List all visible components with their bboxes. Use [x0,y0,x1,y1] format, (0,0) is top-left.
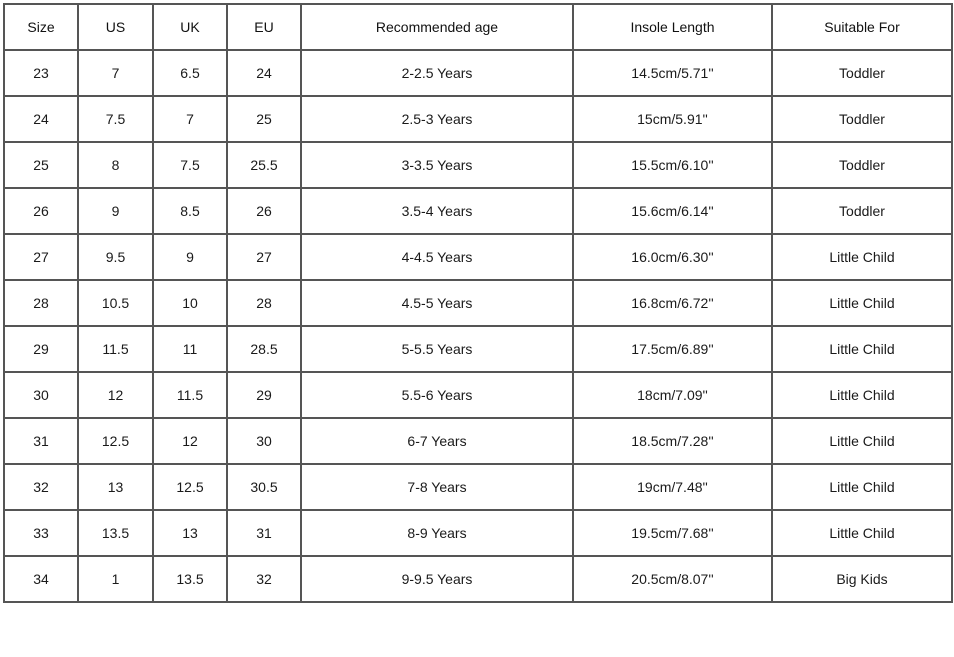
cell-suitable-for: Little Child [772,418,952,464]
cell-size: 31 [4,418,78,464]
cell-insole-length: 19cm/7.48'' [573,464,772,510]
cell-uk: 7 [153,96,227,142]
header-recommended-age: Recommended age [301,4,573,50]
cell-size: 26 [4,188,78,234]
cell-eu: 30.5 [227,464,301,510]
cell-size: 34 [4,556,78,602]
table-row [4,372,952,418]
cell-recommended-age: 2.5-3 Years [301,96,573,142]
table-row [4,50,952,96]
cell-insole-length: 18.5cm/7.28'' [573,418,772,464]
cell-recommended-age: 4.5-5 Years [301,280,573,326]
cell-uk: 12 [153,418,227,464]
cell-us: 10.5 [78,280,153,326]
cell-uk: 8.5 [153,188,227,234]
cell-suitable-for: Toddler [772,50,952,96]
table-body [4,50,952,602]
cell-eu: 31 [227,510,301,556]
cell-size: 30 [4,372,78,418]
cell-suitable-for: Toddler [772,142,952,188]
header-uk: UK [153,4,227,50]
cell-eu: 28 [227,280,301,326]
cell-size: 28 [4,280,78,326]
header-us: US [78,4,153,50]
cell-us: 1 [78,556,153,602]
cell-recommended-age: 5-5.5 Years [301,326,573,372]
cell-recommended-age: 7-8 Years [301,464,573,510]
size-chart-table [3,3,953,603]
cell-suitable-for: Big Kids [772,556,952,602]
cell-insole-length: 16.8cm/6.72'' [573,280,772,326]
cell-size: 33 [4,510,78,556]
cell-us: 11.5 [78,326,153,372]
cell-recommended-age: 4-4.5 Years [301,234,573,280]
cell-us: 9.5 [78,234,153,280]
cell-uk: 11 [153,326,227,372]
cell-eu: 25.5 [227,142,301,188]
cell-eu: 30 [227,418,301,464]
cell-suitable-for: Toddler [772,96,952,142]
table-row [4,188,952,234]
cell-eu: 28.5 [227,326,301,372]
cell-us: 13 [78,464,153,510]
cell-uk: 7.5 [153,142,227,188]
header-size: Size [4,4,78,50]
cell-suitable-for: Little Child [772,280,952,326]
cell-us: 8 [78,142,153,188]
cell-suitable-for: Little Child [772,234,952,280]
cell-eu: 25 [227,96,301,142]
cell-suitable-for: Little Child [772,326,952,372]
cell-insole-length: 18cm/7.09'' [573,372,772,418]
cell-uk: 11.5 [153,372,227,418]
table-row [4,464,952,510]
cell-insole-length: 16.0cm/6.30'' [573,234,772,280]
cell-us: 7 [78,50,153,96]
cell-uk: 12.5 [153,464,227,510]
cell-size: 24 [4,96,78,142]
cell-uk: 13.5 [153,556,227,602]
cell-us: 9 [78,188,153,234]
cell-suitable-for: Toddler [772,188,952,234]
cell-eu: 24 [227,50,301,96]
header-row [4,4,952,50]
cell-insole-length: 15cm/5.91'' [573,96,772,142]
cell-size: 23 [4,50,78,96]
table-row [4,142,952,188]
header-insole-length: Insole Length [573,4,772,50]
cell-eu: 27 [227,234,301,280]
cell-size: 32 [4,464,78,510]
header-suitable-for: Suitable For [772,4,952,50]
cell-suitable-for: Little Child [772,372,952,418]
table-row [4,234,952,280]
cell-recommended-age: 3-3.5 Years [301,142,573,188]
table-row [4,280,952,326]
cell-recommended-age: 5.5-6 Years [301,372,573,418]
table-row [4,510,952,556]
cell-recommended-age: 9-9.5 Years [301,556,573,602]
cell-suitable-for: Little Child [772,510,952,556]
cell-insole-length: 19.5cm/7.68'' [573,510,772,556]
cell-recommended-age: 6-7 Years [301,418,573,464]
table-row [4,556,952,602]
cell-uk: 9 [153,234,227,280]
cell-uk: 13 [153,510,227,556]
cell-size: 27 [4,234,78,280]
cell-us: 12 [78,372,153,418]
cell-size: 25 [4,142,78,188]
cell-insole-length: 20.5cm/8.07'' [573,556,772,602]
cell-insole-length: 14.5cm/5.71'' [573,50,772,96]
cell-us: 13.5 [78,510,153,556]
cell-insole-length: 15.5cm/6.10'' [573,142,772,188]
cell-us: 7.5 [78,96,153,142]
cell-eu: 29 [227,372,301,418]
cell-size: 29 [4,326,78,372]
cell-recommended-age: 2-2.5 Years [301,50,573,96]
table-row [4,96,952,142]
header-eu: EU [227,4,301,50]
cell-insole-length: 15.6cm/6.14'' [573,188,772,234]
cell-suitable-for: Little Child [772,464,952,510]
cell-recommended-age: 8-9 Years [301,510,573,556]
cell-uk: 6.5 [153,50,227,96]
cell-uk: 10 [153,280,227,326]
cell-us: 12.5 [78,418,153,464]
cell-eu: 26 [227,188,301,234]
cell-insole-length: 17.5cm/6.89'' [573,326,772,372]
table-row [4,326,952,372]
cell-recommended-age: 3.5-4 Years [301,188,573,234]
cell-eu: 32 [227,556,301,602]
table-row [4,418,952,464]
